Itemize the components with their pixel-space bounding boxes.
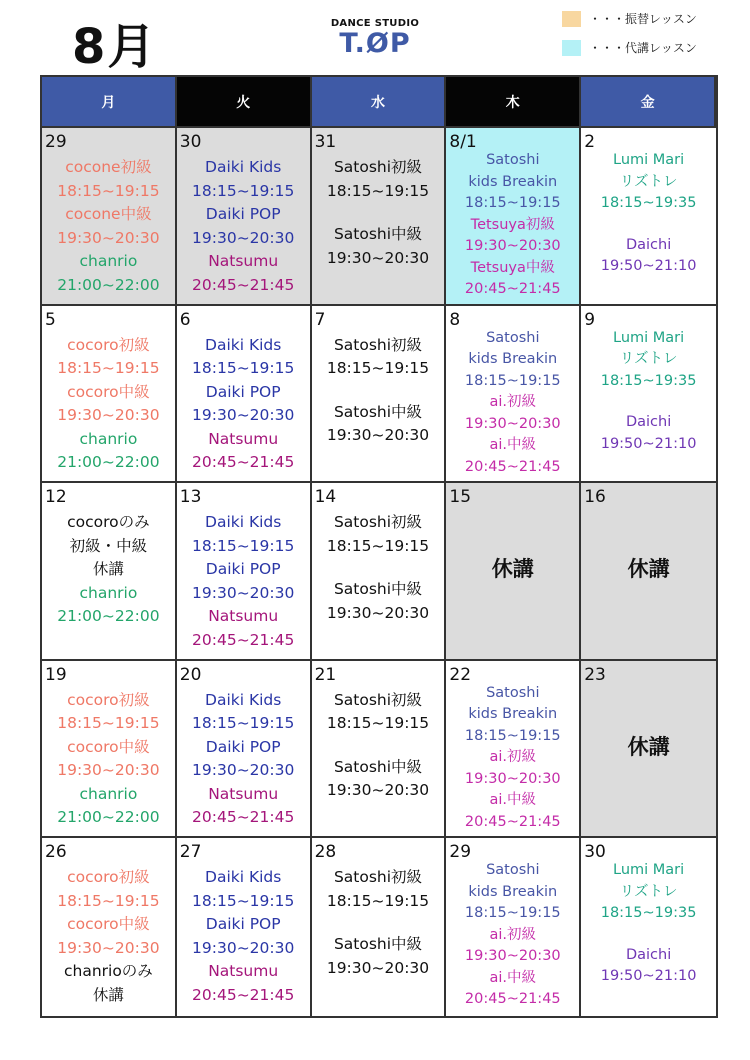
day-number: 16 — [584, 487, 606, 508]
day-cell — [581, 661, 716, 839]
lesson-line: Satoshi中級 — [333, 225, 423, 243]
lesson-line: Daiki POP — [205, 560, 281, 579]
day-cell — [446, 838, 581, 1016]
lesson-list — [581, 150, 716, 278]
lesson-line: 18:15~19:35 — [600, 905, 697, 922]
day-number: 30 — [584, 842, 606, 863]
lesson-line: 20:45~21:45 — [192, 630, 295, 649]
lesson-line: Satoshi — [486, 152, 540, 168]
spacer — [312, 381, 445, 401]
lesson-line: 18:15~19:15 — [464, 905, 561, 922]
lesson-line: Satoshi中級 — [333, 402, 423, 421]
lesson-line: Lumi Mari — [613, 152, 685, 168]
studio-logo — [324, 18, 426, 59]
lesson-line: 18:15~19:15 — [57, 181, 160, 200]
day-number: 23 — [584, 664, 606, 685]
lesson-line: 18:15~19:15 — [326, 891, 430, 910]
lesson-line: 19:30~20:30 — [464, 770, 561, 787]
lesson-line: ai.中級 — [489, 969, 537, 986]
lesson-line: 18:15~19:15 — [57, 359, 160, 378]
day-number: 21 — [314, 664, 337, 685]
lesson-list — [177, 156, 310, 297]
lesson-line: 18:15~19:15 — [464, 195, 561, 211]
lesson-line: ai.中級 — [489, 437, 537, 454]
lesson-line: 19:30~20:30 — [464, 415, 561, 432]
lesson-line: kids Breakin — [468, 351, 558, 368]
day-number: 28 — [314, 842, 337, 863]
lesson-line: 19:30~20:30 — [464, 238, 561, 254]
day-number: 31 — [314, 132, 337, 152]
lesson-line: 20:45~21:45 — [464, 458, 561, 475]
lesson-line: 20:45~21:45 — [464, 281, 561, 297]
lesson-list — [42, 689, 175, 830]
day-number: 8 — [449, 309, 461, 330]
lesson-line: ai.中級 — [489, 792, 537, 809]
lesson-list — [312, 511, 445, 625]
day-cell — [446, 306, 581, 484]
lesson-line: 18:15~19:15 — [464, 727, 561, 744]
lesson-line: 19:30~20:30 — [192, 228, 295, 247]
lesson-line: 21:00~22:00 — [57, 453, 160, 472]
day-number: 2 — [584, 132, 596, 152]
day-number: 20 — [179, 664, 202, 685]
spacer — [581, 925, 716, 945]
lesson-list — [581, 328, 716, 456]
lesson-line: 18:15~19:35 — [600, 372, 697, 389]
day-cell — [177, 483, 312, 661]
lesson-list — [446, 150, 579, 301]
lesson-line: Daiki POP — [205, 382, 281, 401]
lesson-list — [581, 860, 716, 988]
day-cell — [446, 483, 581, 661]
day-cell — [312, 128, 447, 306]
legend-item-daiko — [562, 39, 697, 56]
lesson-line: chanrio — [79, 784, 138, 803]
lesson-list — [42, 334, 175, 475]
spacer — [581, 392, 716, 412]
lesson-list — [42, 156, 175, 297]
lesson-line: 19:30~20:30 — [57, 938, 160, 957]
lesson-line: 19:30~20:30 — [192, 938, 295, 957]
lesson-line: cocone中級 — [65, 205, 152, 223]
lesson-line: 19:30~20:30 — [57, 761, 160, 780]
day-cell — [312, 306, 447, 484]
lesson-line: 18:15~19:15 — [192, 181, 295, 200]
lesson-line: 18:15~19:15 — [326, 181, 430, 200]
day-number: 30 — [179, 132, 202, 152]
lesson-line: 休講 — [92, 560, 124, 579]
lesson-line: 18:15~19:15 — [192, 714, 295, 733]
day-number: 6 — [179, 309, 191, 330]
lesson-list — [42, 866, 175, 1007]
lesson-line: cocoroのみ — [67, 513, 150, 532]
lesson-line: Satoshi — [486, 862, 540, 879]
day-cell — [312, 838, 447, 1016]
lesson-line: kids Breakin — [468, 706, 558, 723]
lesson-line: 19:30~20:30 — [326, 958, 430, 977]
day-cell — [42, 128, 177, 306]
lesson-line: Daichi — [625, 414, 672, 431]
lesson-line: 20:45~21:45 — [192, 275, 295, 294]
day-number: 9 — [584, 309, 596, 330]
lesson-line: cocoro初級 — [67, 868, 150, 887]
lesson-line: Satoshi中級 — [333, 935, 423, 954]
calendar-grid — [40, 75, 718, 1018]
legend-swatch-orange — [562, 11, 581, 27]
lesson-line: 19:30~20:30 — [192, 406, 295, 425]
lesson-line: 休講 — [92, 985, 124, 1004]
lesson-list — [42, 511, 175, 629]
lesson-line: kids Breakin — [468, 883, 558, 900]
lesson-line: Satoshi初級 — [333, 335, 423, 354]
lesson-line: 19:30~20:30 — [326, 603, 430, 622]
lesson-line: 18:15~19:35 — [600, 195, 697, 211]
weekday-header-mon: 月 — [42, 77, 177, 128]
lesson-line: 19:30~20:30 — [326, 426, 430, 445]
lesson-line: Tetsuya初級 — [470, 216, 555, 233]
lesson-line: 19:50~21:10 — [600, 968, 697, 985]
lesson-line: 18:15~19:15 — [192, 359, 295, 378]
lesson-line: ai.初級 — [489, 394, 537, 411]
lesson-line: 初級・中級 — [69, 536, 148, 555]
lesson-line: Daiki Kids — [205, 335, 282, 354]
page-title: 8月 — [72, 19, 158, 75]
lesson-line: cocoro中級 — [67, 382, 150, 401]
lesson-line: Satoshi中級 — [333, 580, 423, 599]
lesson-line: cocoro初級 — [67, 335, 150, 354]
lesson-line: Daiki POP — [205, 915, 281, 934]
day-cell — [446, 661, 581, 839]
lesson-line: リズトレ — [619, 173, 678, 190]
lesson-line: 18:15~19:15 — [57, 714, 160, 733]
lesson-line: Daiki POP — [205, 737, 281, 756]
lesson-line: 18:15~19:15 — [464, 372, 561, 389]
lesson-line: 20:45~21:45 — [464, 813, 561, 830]
day-cell — [581, 838, 716, 1016]
legend-item-furikae — [562, 10, 697, 27]
lesson-line: 18:15~19:15 — [192, 891, 295, 910]
lesson-list — [312, 689, 445, 803]
lesson-line: 19:30~20:30 — [57, 406, 160, 425]
day-number: 22 — [449, 664, 472, 685]
spacer — [312, 558, 445, 578]
lesson-line: Daichi — [625, 236, 672, 253]
day-number: 27 — [179, 842, 202, 863]
lesson-list — [177, 866, 310, 1007]
spacer — [312, 203, 445, 223]
lesson-line: Natsumu — [208, 252, 279, 270]
lesson-list — [312, 156, 445, 270]
lesson-line: Daichi — [625, 946, 672, 963]
lesson-line: 19:30~20:30 — [192, 583, 295, 602]
day-cell — [446, 128, 581, 306]
day-cell — [581, 128, 716, 306]
day-number: 29 — [449, 842, 472, 863]
lesson-line: Satoshi初級 — [333, 513, 423, 532]
day-number: 29 — [45, 132, 67, 152]
lesson-line: Daiki Kids — [205, 690, 282, 709]
lesson-line: Satoshi — [486, 329, 540, 346]
day-number: 19 — [45, 664, 67, 685]
spacer — [312, 736, 445, 756]
lesson-line: 20:45~21:45 — [192, 808, 295, 827]
day-number: 12 — [45, 487, 67, 508]
lesson-line: chanrioのみ — [63, 962, 153, 981]
lesson-line: Satoshi初級 — [333, 158, 423, 176]
lesson-line: 18:15~19:15 — [326, 359, 430, 378]
lesson-line: Natsumu — [208, 962, 279, 981]
lesson-list — [446, 683, 579, 834]
weekday-header-tue: 火 — [177, 77, 312, 128]
legend-label: ・・・振替レッスン — [589, 12, 697, 26]
lesson-line: Satoshi中級 — [333, 757, 423, 776]
lesson-line: chanrio — [79, 252, 138, 270]
day-number: 15 — [449, 487, 472, 508]
lesson-list — [177, 511, 310, 652]
lesson-line: リズトレ — [619, 351, 678, 368]
closed-label: 休講 — [627, 734, 670, 759]
lesson-line: Daiki Kids — [205, 158, 282, 176]
closed-label: 休講 — [627, 557, 670, 582]
closed-label: 休講 — [491, 557, 534, 582]
lesson-list — [446, 328, 579, 479]
lesson-line: 20:45~21:45 — [192, 985, 295, 1004]
lesson-line: 21:00~22:00 — [57, 275, 160, 294]
lesson-line: cocoro中級 — [67, 915, 150, 934]
weekday-header-wed: 水 — [312, 77, 447, 128]
lesson-line: ai.初級 — [489, 749, 537, 766]
day-cell — [177, 306, 312, 484]
day-cell — [177, 838, 312, 1016]
spacer — [581, 215, 716, 235]
logo-subtitle: DANCE STUDIO — [330, 18, 420, 29]
lesson-line: リズトレ — [619, 883, 678, 900]
lesson-line: 18:15~19:15 — [57, 891, 160, 910]
lesson-line: 18:15~19:15 — [192, 536, 295, 555]
day-number: 8/1 — [449, 132, 477, 152]
lesson-line: Tetsuya中級 — [470, 259, 555, 276]
lesson-line: Satoshi初級 — [333, 868, 423, 887]
lesson-line: 19:30~20:30 — [57, 228, 160, 247]
lesson-list — [177, 689, 310, 830]
lesson-line: Lumi Mari — [613, 329, 685, 346]
lesson-line: 19:50~21:10 — [600, 435, 697, 452]
lesson-list — [312, 866, 445, 980]
lesson-line: 19:50~21:10 — [600, 258, 697, 274]
lesson-line: 19:30~20:30 — [326, 248, 430, 267]
lesson-line: 21:00~22:00 — [57, 607, 160, 626]
lesson-line: Lumi Mari — [613, 862, 685, 879]
lesson-line: cocone初級 — [65, 158, 152, 176]
lesson-line: Satoshi — [486, 684, 540, 701]
lesson-line: 18:15~19:15 — [326, 536, 430, 555]
lesson-list — [446, 860, 579, 1011]
weekday-header-fri: 金 — [581, 77, 716, 128]
day-cell — [177, 661, 312, 839]
lesson-line: kids Breakin — [468, 173, 558, 190]
day-number: 13 — [179, 487, 202, 508]
day-cell — [177, 128, 312, 306]
legend-swatch-cyan — [562, 40, 581, 56]
lesson-line: Satoshi初級 — [333, 690, 423, 709]
lesson-list — [177, 334, 310, 475]
lesson-line: 19:30~20:30 — [464, 948, 561, 965]
lesson-line: 19:30~20:30 — [326, 781, 430, 800]
lesson-line: 19:30~20:30 — [192, 761, 295, 780]
lesson-line: Daiki Kids — [205, 513, 282, 532]
day-cell — [312, 661, 447, 839]
lesson-line: chanrio — [79, 429, 138, 448]
day-cell — [42, 661, 177, 839]
day-cell — [42, 306, 177, 484]
day-cell — [581, 306, 716, 484]
lesson-line: Daiki Kids — [205, 868, 282, 887]
lesson-list — [312, 334, 445, 448]
lesson-line: cocoro初級 — [67, 690, 150, 709]
day-number: 5 — [45, 309, 56, 330]
lesson-line: Daiki POP — [205, 205, 281, 223]
lesson-line: chanrio — [79, 583, 138, 602]
lesson-line: ai.初級 — [489, 926, 537, 943]
day-cell — [312, 483, 447, 661]
lesson-line: 20:45~21:45 — [464, 991, 561, 1008]
day-cell — [42, 838, 177, 1016]
day-number: 7 — [314, 309, 326, 330]
day-cell — [581, 483, 716, 661]
day-number: 26 — [45, 842, 67, 863]
legend-label: ・・・代講レッスン — [589, 41, 697, 55]
lesson-line: 20:45~21:45 — [192, 453, 295, 472]
logo-wordmark: T.ØP — [339, 28, 411, 59]
day-number: 14 — [314, 487, 337, 508]
lesson-line: Natsumu — [208, 784, 279, 803]
day-cell — [42, 483, 177, 661]
lesson-line: Natsumu — [208, 429, 279, 448]
lesson-line: 21:00~22:00 — [57, 808, 160, 827]
weekday-header-thu: 木 — [446, 77, 581, 128]
spacer — [312, 913, 445, 933]
lesson-line: cocoro中級 — [67, 737, 150, 756]
lesson-line: 18:15~19:15 — [326, 714, 430, 733]
lesson-line: Natsumu — [208, 607, 279, 626]
